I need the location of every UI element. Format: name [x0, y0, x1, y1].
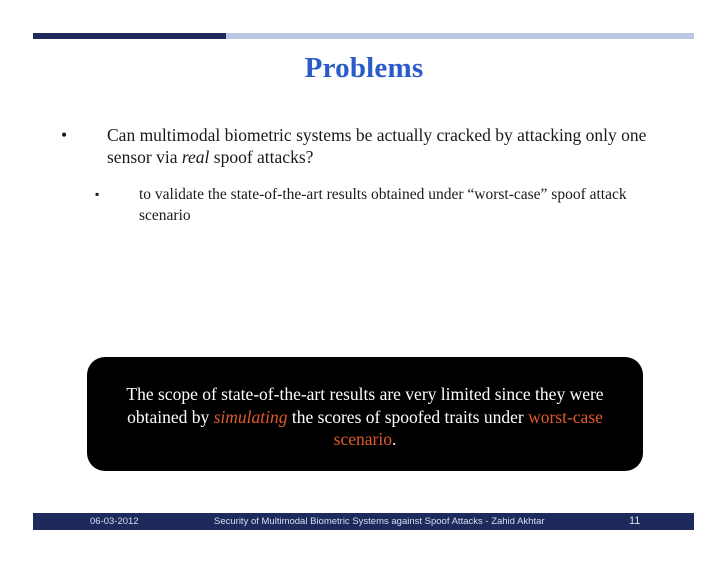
sub-bullet-text: to validate the state-of-the-art results obtained under “worst-case” spoof attack scenario [139, 186, 627, 224]
bullet-item-1 [61, 124, 661, 168]
callout-text-part-1: The scope of state-of-the-art results are very limited since they were obtained by [126, 384, 604, 427]
top-decorative-bar [33, 33, 694, 39]
callout-text-part-2: the scores of spoofed traits under [287, 406, 529, 427]
callout-highlight: simulating [213, 406, 288, 427]
footer-date: 06-03-2012 [90, 516, 139, 527]
top-bar-dark-segment [33, 33, 226, 39]
callout-box [87, 357, 643, 471]
slide-title: Problems [304, 52, 424, 84]
footer-title: Security of Multimodal Biometric Systems against Spoof Attacks - Zahid Akhtar [214, 516, 545, 527]
bullet-text [107, 124, 661, 168]
bullet-text-italic: real [181, 147, 210, 167]
footer-bar [33, 513, 694, 530]
top-bar-light-segment [226, 33, 694, 39]
bullet-text-part-1: Can multimodal biometric systems be actually cracked by attacking only one sensor via [107, 125, 647, 167]
sub-bullet-item-1 [95, 184, 675, 226]
sub-bullet-marker: ▪ [95, 187, 100, 201]
callout-text-part-3: . [391, 429, 397, 449]
callout-accent: worst-case scenario [333, 406, 603, 449]
page-number: 11 [629, 515, 641, 527]
bullet-text-part-2: spoof attacks? [209, 147, 314, 167]
bullet-marker: • [61, 125, 68, 145]
